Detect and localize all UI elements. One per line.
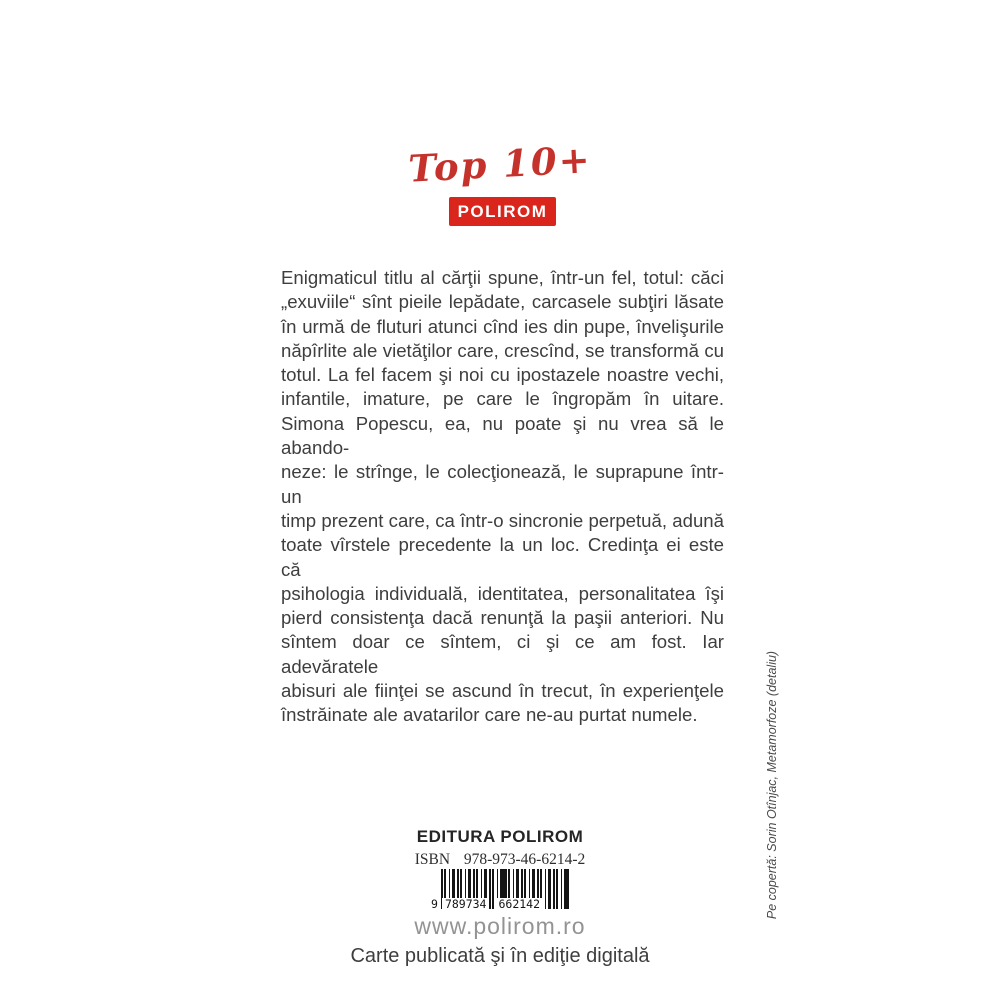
blurb-line: neze: le strînge, le colecţionează, le suprapune într-un xyxy=(281,461,724,507)
blurb-line: abisuri ale fiinţei se ascund în trecut, în experienţele xyxy=(281,680,724,702)
barcode-digit-group2: 662142 xyxy=(495,898,543,911)
blurb-line: infantile, imature, pe care le îngropăm în uitare. xyxy=(281,388,724,410)
blurb-line: Enigmaticul titlu al cărţii spune, într-un fel, totul: căci xyxy=(281,267,724,288)
publisher-website: www.polirom.ro xyxy=(414,913,586,939)
isbn-value: 978-973-46-6214-2 xyxy=(463,851,586,868)
cover-art-credit xyxy=(765,650,781,920)
cover-credit-prefix: Pe copertă: Sorin Otînjac, xyxy=(765,772,779,920)
ean13-barcode xyxy=(431,869,571,909)
cover-credit-work-title: Metamorfoze xyxy=(765,699,779,773)
blurb-line: „exuviile“ sînt pieile lepădate, carcasele subţiri lăsate xyxy=(281,291,724,313)
blurb-line: timp prezent care, ca într-o sincronie perpetuă, adună xyxy=(281,509,724,531)
polirom-logo-text: POLIROM xyxy=(457,201,548,221)
blurb-line: psihologia individuală, identitatea, personalitatea îşi xyxy=(281,582,724,604)
cover-credit-suffix: (detaliu) xyxy=(765,650,779,700)
publisher-name: EDITURA POLIROM xyxy=(416,827,584,846)
blurb-line: toate vîrstele precedente la un loc. Credinţa ei este că xyxy=(281,534,724,580)
polirom-logo xyxy=(449,197,556,226)
isbn-line xyxy=(0,851,1000,869)
barcode-digit-first: 9 xyxy=(431,897,438,911)
blurb-line: sîntem doar ce sîntem, ci şi ce am fost. Iar adevăratele xyxy=(281,631,724,677)
blurb-line: în urmă de fluturi atunci cînd ies din pupe, învelişurile xyxy=(281,315,724,337)
barcode-digit-group1: 789734 xyxy=(442,898,490,911)
barcode-digits xyxy=(431,898,571,911)
isbn-label: ISBN xyxy=(414,851,451,868)
blurb-line: năpîrlite ale vietăţilor care, crescînd, se transformă cu xyxy=(281,339,724,361)
blurb-line: pierd consistenţa dacă renunţă la paşii anteriori. Nu xyxy=(281,607,724,629)
blurb-line: înstrăinate ale avatarilor care ne-au purtat numele. xyxy=(281,704,698,726)
blurb-line: totul. La fel facem şi noi cu ipostazele noastre vechi, xyxy=(281,364,724,386)
top10-badge: Top 10+ xyxy=(407,137,593,191)
digital-edition-note: Carte publicată şi în ediţie digitală xyxy=(350,945,650,967)
back-cover-blurb xyxy=(281,266,724,728)
blurb-line: Simona Popescu, ea, nu poate şi nu vrea să le abando- xyxy=(281,412,724,459)
